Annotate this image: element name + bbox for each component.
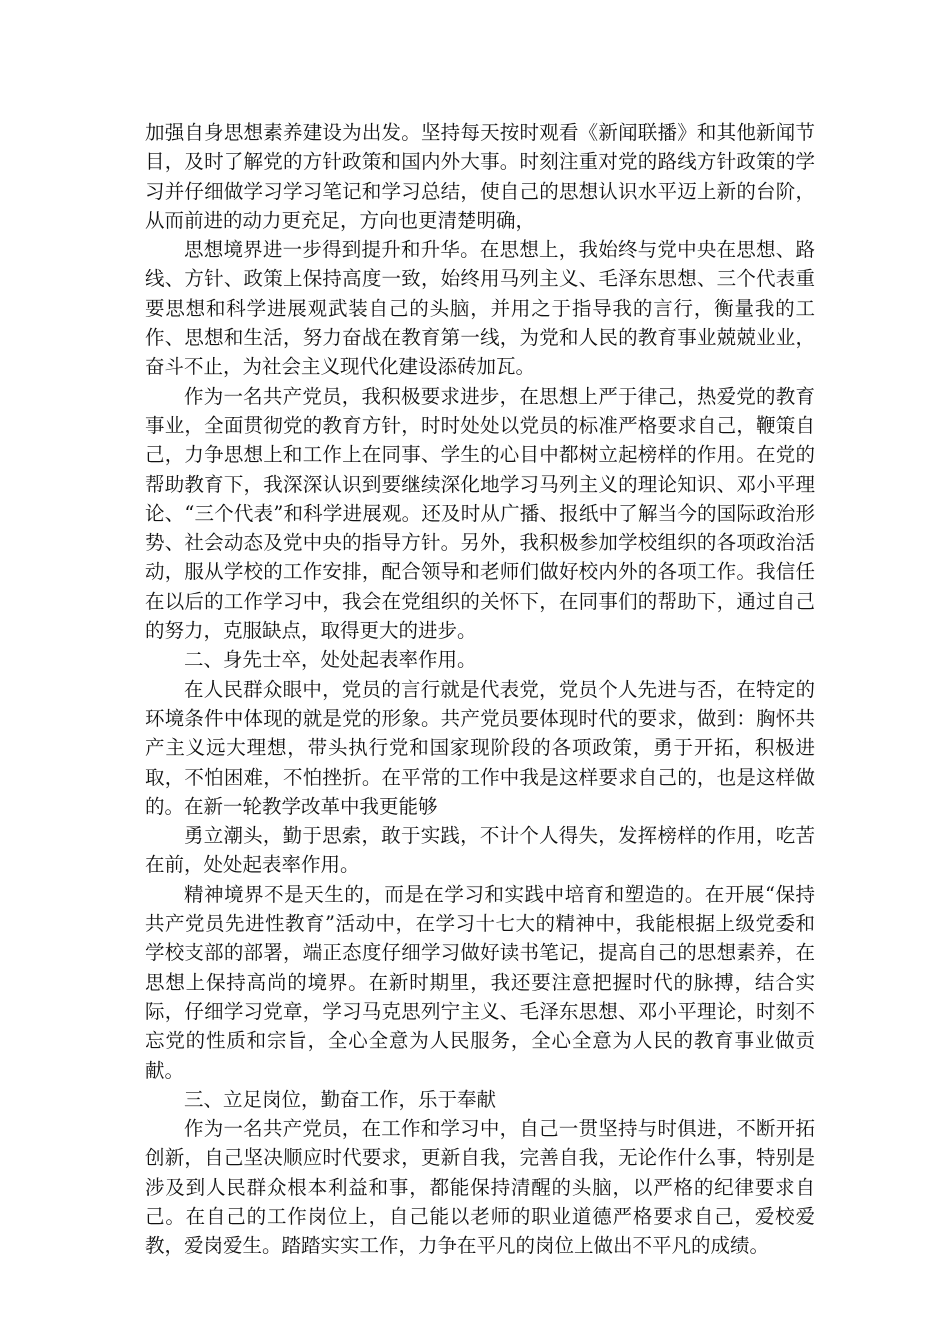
- paragraph-intro: 加强自身思想素养建设为出发。坚持每天按时观看《新闻联播》和其他新闻节目，及时了解党的方针政策和国内外大事。时刻注重对党的路线方针政策的学习并仔细做学习学习笔记和学习总结，使自己的思想认识水平迈上新的台阶，从而前进的动力更充足，方向也更清楚明确，: [145, 121, 815, 232]
- paragraph-brave: 勇立潮头，勤于思索，敢于实践，不计个人得失，发挥榜样的作用，吃苦在前，处处起表率作用。: [145, 824, 815, 877]
- paragraph-party-member: 作为一名共产党员，我积极要求进步，在思想上严于律己，热爱党的教育事业，全面贯彻党的教育方针，时时处处以党员的标准严格要求自己，鞭策自己，力争思想上和工作上在同事、学生的心目中都树立起榜样的作用。在党的帮助教育下，我深深认识到要继续深化地学习马列主义的理论知识、邓小平理论、“三个代表”和科学进展观。还及时从广播、报纸中了解当今的国际政治形势、社会动态及党中央的指导方针。另外，我积极参加学校组织的各项政治活动，服从学校的工作安排，配合领导和老师们做好校内外的各项工作。我信任在以后的工作学习中，我会在党组织的关怀下，在同事们的帮助下，通过自己的努力，克服缺点，取得更大的进步。: [145, 384, 815, 643]
- section-heading-2: 二、身先士卒，处处起表率作用。: [184, 648, 477, 672]
- paragraph-work: 作为一名共产党员，在工作和学习中，自己一贯坚持与时俱进，不断开拓创新，自己坚决顺应时代要求，更新自我，完善自我，无论作什么事，特别是涉及到人民群众根本利益和事，都能保持清醒的头脑，以严格的纪律要求自己。在自己的工作岗位上，自己能以老师的职业道德严格要求自己，爱校爱教，爱岗爱生。踏踏实实工作，力争在平凡的岗位上做出不平凡的成绩。: [145, 1117, 815, 1258]
- paragraph-spirit: 精神境界不是天生的，而是在学习和实践中培育和塑造的。在开展“保持共产党员先进性教育”活动中，在学习十七大的精神中，我能根据上级党委和学校支部的部署，端正态度仔细学习做好读书笔记，提高自己的思想素养，在思想上保持高尚的境界。在新时期里，我还要注意把握时代的脉搏，结合实际，仔细学习党章，学习马克思列宁主义、毛泽东思想、邓小平理论，时刻不忘党的性质和宗旨，全心全意为人民服务，全心全意为人民的教育事业做贡献。: [145, 882, 815, 1082]
- document-body: [145, 118, 815, 1261]
- paragraph-thought-realm: 思想境界进一步得到提升和升华。在思想上，我始终与党中央在思想、路线、方针、政策上保持高度一致，始终用马列主义、毛泽东思想、三个代表重要思想和科学进展观武装自己的头脑，并用之于指导我的言行，衡量我的工作、思想和生活，努力奋战在教育第一线，为党和人民的教育事业兢兢业业，奋斗不止，为社会主义现代化建设添砖加瓦。: [145, 238, 815, 379]
- section-heading-3: 三、立足岗位，勤奋工作，乐于奉献: [184, 1087, 497, 1111]
- paragraph-people-eyes: 在人民群众眼中，党员的言行就是代表党，党员个人先进与否，在特定的环境条件中体现的就是党的形象。共产党员要体现时代的要求，做到：胸怀共产主义远大理想，带头执行党和国家现阶段的各项政策，勇于开拓，积极进取，不怕困难，不怕挫折。在平常的工作中我是这样要求自己的，也是这样做的。在新一轮教学改革中我更能够: [145, 677, 815, 818]
